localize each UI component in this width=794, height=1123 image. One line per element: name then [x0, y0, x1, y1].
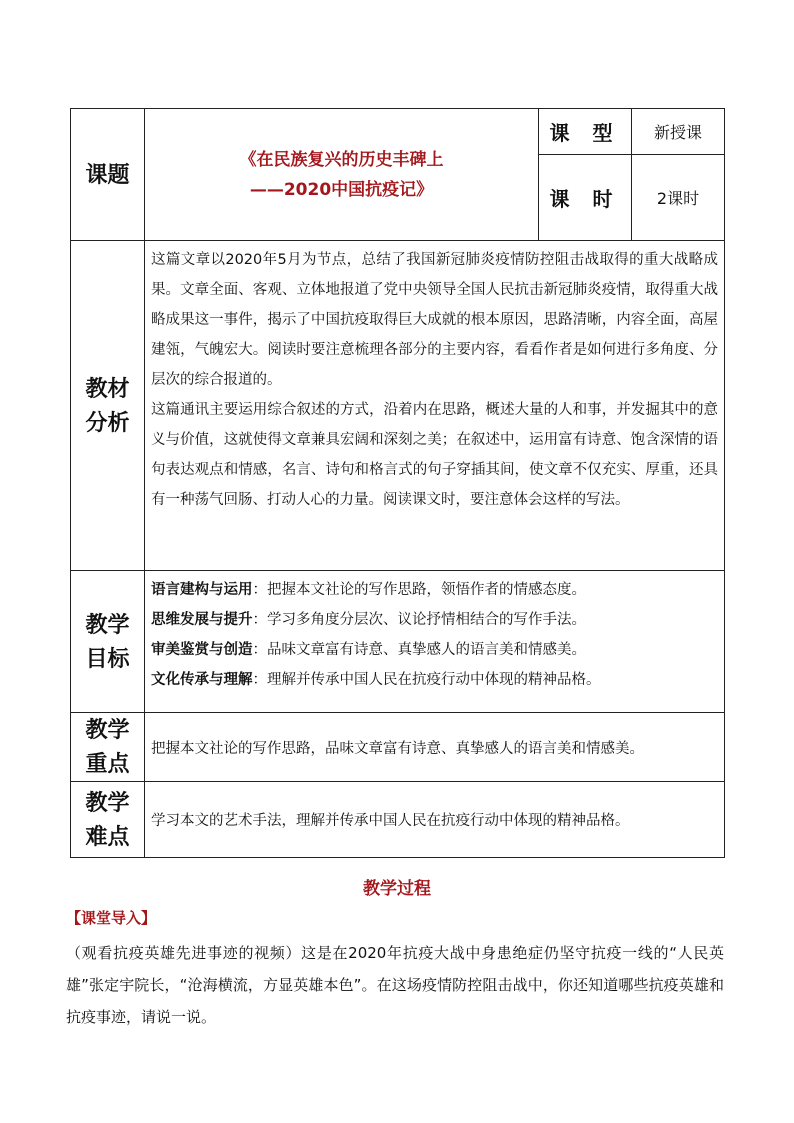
goal-term: 思维发展与提升: [151, 612, 253, 628]
goals-label-line1: 教学: [85, 611, 130, 638]
lesson-intro-text: （观看抗疫英雄先进事迹的视频）这是在2020年抗疫大战中身患绝症仍坚守抗疫一线的“人民英雄”张定宇院长，“沧海横流，方显英雄本色”。在这场疫情防控阻击战中，你还知道哪些抗疫英雄和抗疫事迹，请说一说。: [66, 944, 724, 1026]
goal-text: ：品味文章富有诗意、真挚感人的语言美和情感美。: [252, 642, 586, 658]
analysis-label-line2: 分析: [85, 409, 130, 436]
lesson-title: [145, 109, 539, 241]
lesson-type-label: 课 型: [539, 109, 632, 155]
topic-label: 课题: [71, 109, 145, 241]
key-points-label-line1: 教学: [85, 717, 130, 743]
lesson-intro-heading: 【课堂导入】: [66, 909, 157, 927]
goals-label-line2: 目标: [85, 645, 130, 672]
class-hours-label: 课 时: [539, 155, 632, 241]
goal-text: ：把握本文社论的写作思路，领悟作者的情感态度。: [252, 582, 586, 598]
goal-item: [151, 665, 718, 695]
goal-term: 语言建构与运用: [151, 582, 253, 598]
goal-text: ：学习多角度分层次、议论抒情相结合的写作手法。: [252, 612, 586, 628]
goal-text: ：理解并传承中国人民在抗疫行动中体现的精神品格。: [252, 672, 601, 688]
analysis-paragraph-1: 这篇文章以2020年5月为节点，总结了我国新冠肺炎疫情防控阻击战取得的重大战略成果。文章全面、客观、立体地报道了党中央领导全国人民抗击新冠肺炎疫情，取得重大战略成果这一事件，揭示了中国抗疫取得巨大成就的根本原因，思路清晰，内容全面，高屋建瓴，气魄宏大。阅读时要注意梳理各部分的主要内容，看看作者是如何进行多角度、分层次的综合报道的。: [151, 252, 718, 388]
difficulties-label-line1: 教学: [85, 789, 130, 816]
key-points-label-line2: 重点: [85, 751, 130, 777]
analysis-paragraph-2: 这篇通讯主要运用综合叙述的方式，沿着内在思路，概述大量的人和事，并发掘其中的意义与价值，这就使得文章兼具宏阔和深刻之美；在叙述中，运用富有诗意、饱含深情的语句表达观点和情感，名言、诗句和格言式的句子穿插其间，使文章不仅充实、厚重，还具有一种荡气回肠、打动人心的力量。阅读课文时，要注意体会这样的写法。: [151, 402, 718, 508]
class-hours-value: 2课时: [632, 155, 725, 241]
key-points-text: 把握本文社论的写作思路，品味文章富有诗意、真挚感人的语言美和情感美。: [145, 713, 725, 782]
analysis-content: [145, 241, 725, 571]
analysis-label-line1: 教材: [85, 375, 130, 402]
lesson-plan-table: [70, 108, 725, 858]
lesson-type-value: 新授课: [632, 109, 725, 155]
difficulties-label-line2: 难点: [85, 823, 130, 850]
difficulties-text: 学习本文的艺术手法，理解并传承中国人民在抗疫行动中体现的精神品格。: [145, 782, 725, 858]
teaching-process-heading: 教学过程: [363, 879, 431, 899]
key-points-label: [71, 713, 145, 782]
goal-term: 文化传承与理解: [151, 672, 253, 688]
goal-term: 审美鉴赏与创造: [151, 642, 253, 658]
difficulties-label: [71, 782, 145, 858]
goal-item: [151, 575, 718, 605]
goal-item: [151, 605, 718, 635]
analysis-label: [71, 241, 145, 571]
lesson-title-line1: 《在民族复兴的历史丰碑上: [239, 149, 444, 170]
goals-content: [145, 571, 725, 713]
goals-label: [71, 571, 145, 713]
lesson-title-line2: ——2020中国抗疫记》: [249, 179, 434, 200]
goal-item: [151, 635, 718, 665]
